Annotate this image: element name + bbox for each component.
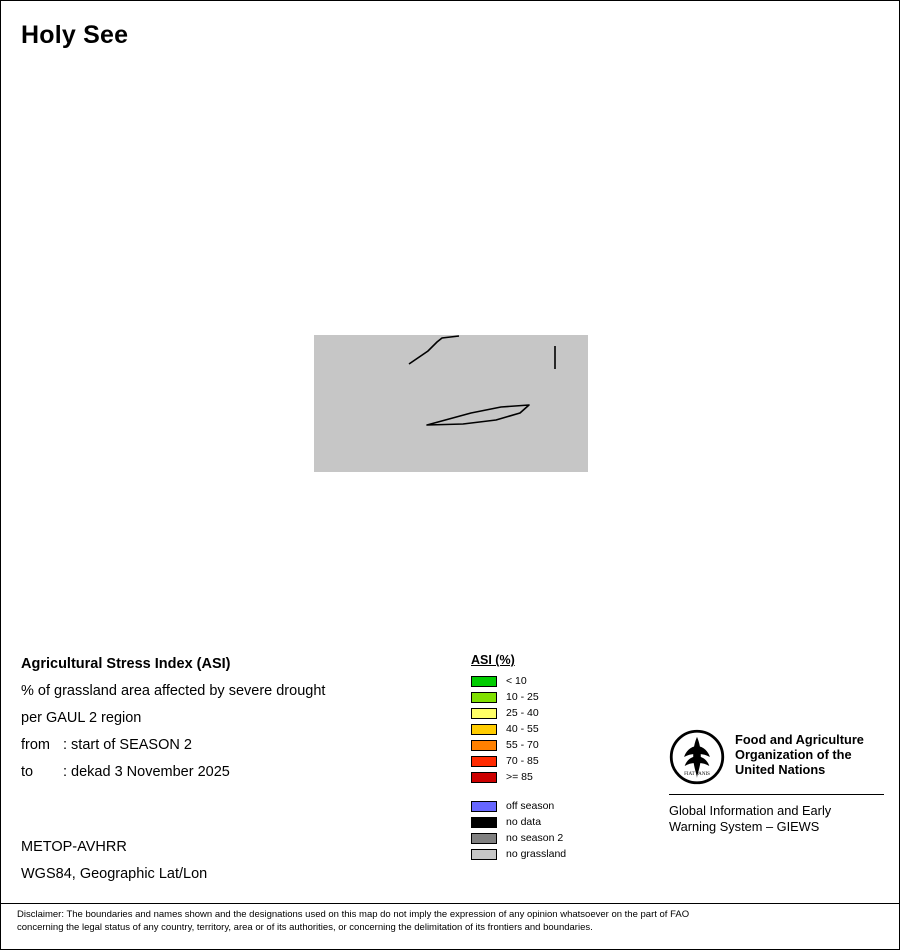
legend-swatch-3 [471,724,497,735]
legend-spacer [471,785,651,798]
legend-item [471,753,651,769]
legend-item [471,721,651,737]
projection-label: WGS84, Geographic Lat/Lon [21,866,208,882]
fao-header [669,729,884,785]
caption-to [21,764,451,780]
disclaimer-line2: concerning the legal status of any country, territory, area or of its authorities, or concerning the delimitation of its frontiers and boundaries. [17,921,593,933]
caption-block [21,656,451,791]
legend-label-no-grassland: no grassland [506,847,567,860]
legend-swatch-2 [471,708,497,719]
legend-label-no-season-2: no season 2 [506,831,564,844]
legend-label-3: 40 - 55 [506,722,539,735]
legend-label-0: < 10 [506,674,527,687]
region-no-grassland [314,335,588,472]
disclaimer [17,909,883,934]
legend-swatch-1 [471,692,497,703]
legend-label-no-data: no data [506,815,542,828]
legend-item [471,769,651,785]
legend-label-1: 10 - 25 [506,690,539,703]
disclaimer-divider [1,903,899,904]
map-canvas [1,61,899,621]
caption-from [21,737,451,753]
legend-item [471,798,651,814]
giews-text [669,803,884,835]
legend-swatch-0 [471,676,497,687]
fao-name-line1: Food and Agriculture [735,732,864,747]
fao-name [735,729,864,777]
fao-name-line3: United Nations [735,762,826,777]
caption-to-value: : dekad 3 November 2025 [63,764,230,780]
legend-item [471,846,651,862]
map-metadata [21,839,207,893]
legend-swatch-4 [471,740,497,751]
fao-logo-icon [669,729,725,785]
caption-region-level: per GAUL 2 region [21,710,142,726]
caption-from-label: from [21,737,50,753]
disclaimer-line1: Disclaimer: The boundaries and names shown and the designations used on this map do not imply the expression of any opinion whatsoever on the part of FAO [17,909,690,920]
legend-label-2: 25 - 40 [506,706,539,719]
fao-name-line2: Organization of the [735,747,852,762]
legend-label-6: >= 85 [506,770,533,783]
caption-subtitle: % of grassland area affected by severe drought [21,683,326,699]
legend-swatch-no-season-2 [471,833,497,844]
asi-legend-title: ASI (%) [471,653,515,667]
legend-label-off-season: off season [506,799,555,812]
legend-item [471,814,651,830]
legend-item [471,705,651,721]
legend-label-5: 70 - 85 [506,754,539,767]
giews-line1: Global Information and Early [669,803,832,818]
legend-label-4: 55 - 70 [506,738,539,751]
legend-swatch-6 [471,772,497,783]
legend-swatch-off-season [471,801,497,812]
caption-title: Agricultural Stress Index (ASI) [21,656,231,672]
caption-to-label: to [21,764,34,780]
asi-legend [471,653,651,862]
legend-swatch-no-data [471,817,497,828]
svg-text:FIAT PANIS: FIAT PANIS [684,771,710,777]
page-title: Holy See [21,21,129,49]
legend-item [471,689,651,705]
legend-item [471,673,651,689]
legend-item [471,737,651,753]
sensor-label: METOP-AVHRR [21,839,127,855]
fao-branding [669,729,884,835]
giews-line2: Warning System – GIEWS [669,819,820,834]
caption-from-value: : start of SEASON 2 [63,737,192,753]
fao-divider [669,794,884,795]
legend-item [471,830,651,846]
legend-swatch-5 [471,756,497,767]
legend-swatch-no-grassland [471,849,497,860]
